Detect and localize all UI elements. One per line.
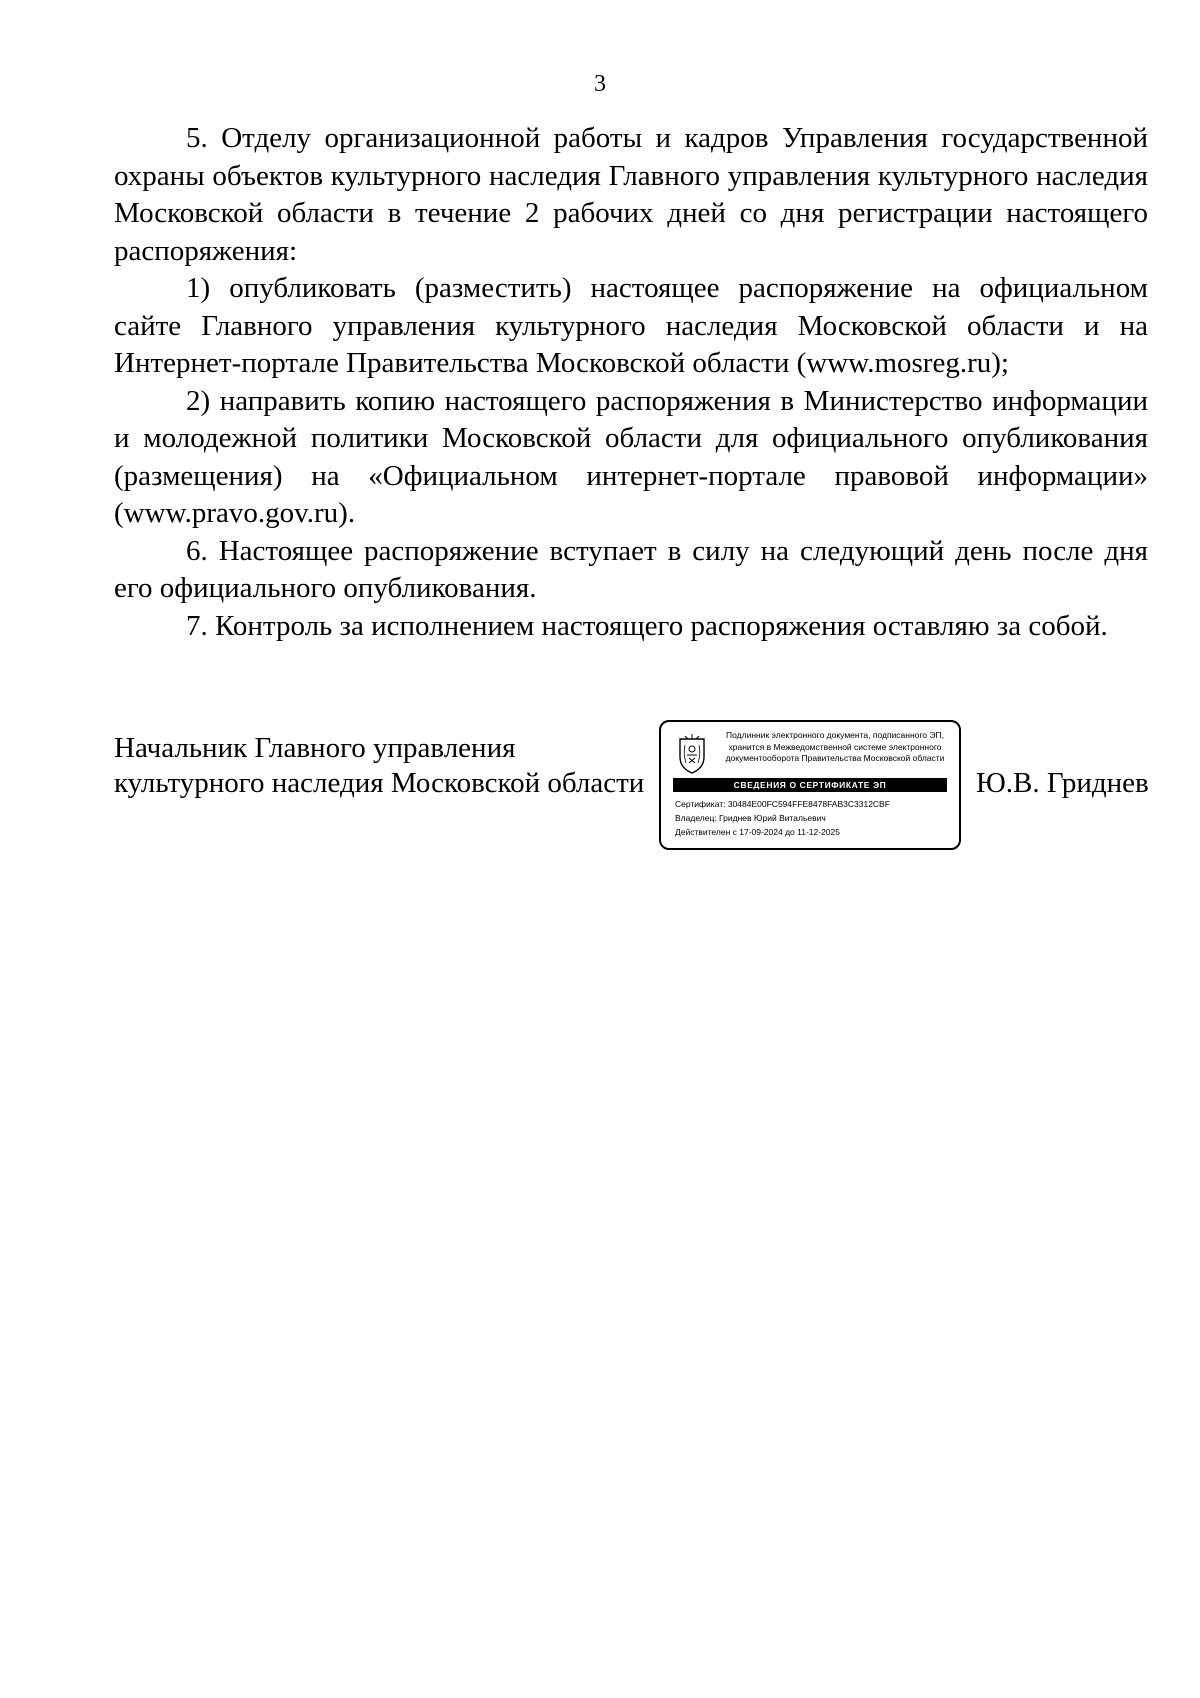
stamp-header-line-2: хранится в Межведомственной системе электронного: [728, 741, 942, 752]
stamp-header: [715, 730, 955, 765]
certificate-number: Сертификат: 30484E00FC594FFE8478FAB3C3312CBF: [675, 799, 890, 809]
paragraph-5-2: 2) направить копию настоящего распоряжения в Министерство информации и молодежной политики Московской области для официального опубликования (размещения) на «Официальном интернет-портале правовой информации» (www.pravo.gov.ru).: [114, 384, 1148, 529]
stamp-header-line-1: Подлинник электронного документа, подписанного ЭП,: [726, 730, 944, 740]
paragraph-5-1: 1) опубликовать (разместить) настоящее распоряжение на официальном сайте Главного управления культурного наследия Московской области и на Интернет-портале Правительства Московской области (www.mosreg.ru);: [114, 272, 1148, 379]
certificate-owner: Владелец: Гриднев Юрий Витальевич: [675, 813, 826, 823]
paragraph-6: 6. Настоящее распоряжение вступает в силу на следующий день после дня его официального опубликования.: [114, 534, 1148, 604]
paragraph-7: 7. Контроль за исполнением настоящего распоряжения оставляю за собой.: [186, 609, 1108, 642]
stamp-header-line-3: документооборота Правительства Московской области: [725, 753, 945, 763]
signatory-position: [114, 731, 644, 801]
page-number: 3: [594, 71, 606, 97]
position-line-1: Начальник Главного управления: [114, 732, 516, 764]
position-line-2: культурного наследия Московской области: [114, 767, 645, 799]
signer-name: Ю.В. Гриднев: [976, 767, 1149, 799]
electronic-signature-stamp: [659, 720, 961, 850]
document-body: [114, 120, 1148, 645]
certificate-info-bar: СВЕДЕНИЯ О СЕРТИФИКАТЕ ЭП: [673, 778, 947, 792]
certificate-details: [675, 797, 890, 839]
certificate-validity: Действителен с 17-09-2024 до 11-12-2025: [675, 827, 840, 837]
moscow-oblast-coat-of-arms-icon: [675, 733, 709, 775]
paragraph-5: 5. Отделу организационной работы и кадров Управления государственной охраны объектов культурного наследия Главного управления культурного наследия Московской области в течение 2 рабочих дней со дня регистрации настоящего распоряжения:: [114, 122, 1148, 267]
